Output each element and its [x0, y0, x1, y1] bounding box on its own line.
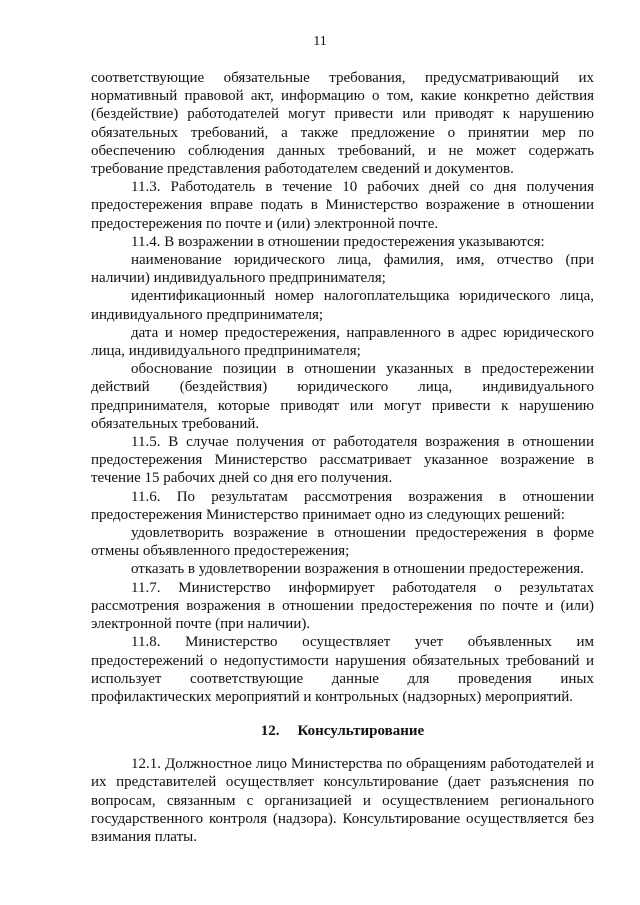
paragraph-11-3: 11.3. Работодатель в течение 10 рабочих дней со дня получения предостережения вправе подать в Министерство возражение в отношении предостережения по почте и (или) электронной почте.	[91, 179, 594, 232]
section-heading	[91, 722, 594, 740]
page-number: 11	[313, 34, 327, 49]
paragraph-11-4: 11.4. В возражении в отношении предостережения указываются:	[131, 233, 545, 250]
paragraph-11-8: 11.8. Министерство осуществляет учет объявленных им предостережений о недопустимости нарушения обязательных требований и использует соответствующие данные для проведения иных профилактических мероприятий и контрольных (надзорных) мероприятий.	[91, 634, 594, 705]
paragraph-11-7: 11.7. Министерство информирует работодателя о результатах рассмотрения возражения в отношении предостережения по почте и (или) электронной почте (при наличии).	[91, 579, 594, 633]
list-item-name: наименование юридического лица, фамилия, имя, отчество (при наличии) индивидуального предпринимателя;	[91, 252, 594, 287]
paragraph-11-6: 11.6. По результатам рассмотрения возражения в отношении предостережения Министерство принимает одно из следующих решений:	[91, 488, 594, 523]
document-body	[91, 69, 594, 846]
paragraph-11-5: 11.5. В случае получения от работодателя возражения в отношении предостережения Министерство рассматривает указанное возражение в течение 15 рабочих дней со дня его получения.	[91, 434, 594, 487]
paragraph-12-1: 12.1. Должностное лицо Министерства по обращениям работодателей и их представителей осуществляет консультирование (дает разъяснения по вопросам, связанным с организацией и осуществлением регионального государственного контроля (надзора). Консультирование осуществляется без взимания платы.	[91, 756, 594, 845]
paragraph-11-2-continued: соответствующие обязательные требования, предусматривающий их нормативный правовой акт, информацию о том, какие конкретно действия (бездействие) работодателей могут привести или приводят к нарушению обязательных требований, а также предложение о принятии мер по обеспечению соблюдения данных требований, и не может содержать требование представления работодателем сведений и документов.	[91, 70, 594, 178]
list-item-inn: идентификационный номер налогоплательщика юридического лица, индивидуального предпринимателя;	[91, 288, 594, 323]
list-item-justification: обоснование позиции в отношении указанных в предостережении действий (бездействия) юридического лица, индивидуального предпринимателя, которые приводят или могут привести к нарушению обязательных требований.	[91, 361, 594, 432]
section-number: 12.	[260, 723, 280, 740]
decision-option-refuse: отказать в удовлетворении возражения в отношении предостережения.	[131, 561, 584, 578]
list-item-date-number: дата и номер предостережения, направленного в адрес юридического лица, индивидуального предпринимателя;	[91, 324, 594, 360]
decision-option-satisfy: удовлетворить возражение в отношении предостережения в форме отмены объявленного предостережения;	[91, 525, 594, 560]
section-title: Консультирование	[297, 723, 425, 740]
